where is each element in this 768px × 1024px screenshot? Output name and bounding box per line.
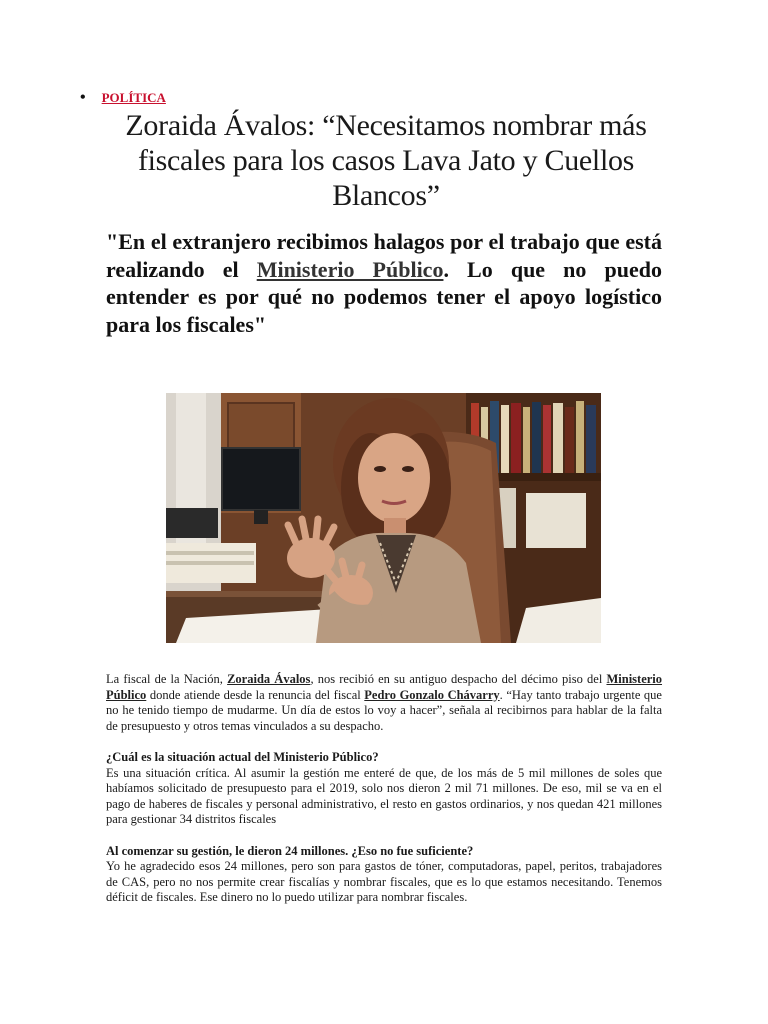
category-item — [80, 90, 166, 106]
question-text: Al comenzar su gestión, le dieron 24 millones. ¿Eso no fue suficiente? — [106, 843, 474, 858]
intro-text-1: La fiscal de la Nación, — [106, 672, 228, 686]
article-photo — [166, 393, 601, 643]
qa-block — [106, 750, 662, 828]
intro-text-3: donde atiende desde la renuncia del fiscal — [146, 687, 365, 702]
lede-text-2: . Lo que no puedo entender es por qué no podemos tener el apoyo logístico para los fiscales" — [106, 256, 662, 337]
article-lede — [106, 228, 662, 338]
qa-block — [106, 844, 662, 906]
article-body — [106, 672, 662, 922]
lede-text-1: "En el extranjero recibimos halagos por el trabajo que está realizando el — [106, 229, 662, 282]
answer-text: Es una situación crítica. Al asumir la gestión me enteré de que, de los más de 5 mil millones de soles que habíamos solicitado de presupuesto para el 2019, solo nos dieron 2 mil 71 millones. De eso, mil se va en el pago de haberes de fiscales y personal administrativo, el resto en gastos ordinarios, y nos quedan 421 millones para gestionar 34 distritos fiscales — [106, 765, 662, 826]
link-zoraida-avalos[interactable]: Zoraida Ávalos — [227, 672, 311, 686]
lede-link-ministerio[interactable]: Ministerio Público — [256, 256, 444, 282]
bullet-icon: • — [80, 89, 86, 106]
question-text: ¿Cuál es la situación actual del Ministerio Público? — [106, 750, 379, 764]
answer-text: Yo he agradecido esos 24 millones, pero son para gastos de tóner, computadoras, papel, peritos, trabajadores de CAS, pero no nos permite crear fiscalías y nombrar fiscales, que es lo que estamos necesitando. Tenemos déficit de fiscales. Ese dinero no lo puedo utilizar para nombrar fiscales. — [106, 859, 662, 904]
link-pedro-chavarry[interactable]: Pedro Gonzalo Chávarry — [364, 687, 500, 702]
intro-text-2: , nos recibió en su antiguo despacho del décimo piso del — [310, 672, 607, 686]
article-headline: Zoraida Ávalos: “Necesitamos nombrar más fiscales para los casos Lava Jato y Cuellos Blancos” — [125, 109, 647, 212]
intro-paragraph — [106, 672, 662, 734]
category-link[interactable]: POLÍTICA — [101, 90, 166, 105]
intro-text-4: . “Hay tanto trabajo urgente que no he tenido tiempo de mudarme. Un día de estos lo voy a hacer”, señala al recibirnos para hablar de la falta de presupuesto y otros temas vinculados a su despacho. — [106, 687, 662, 733]
link-ministerio-publico[interactable]: Ministerio Público — [106, 672, 663, 702]
